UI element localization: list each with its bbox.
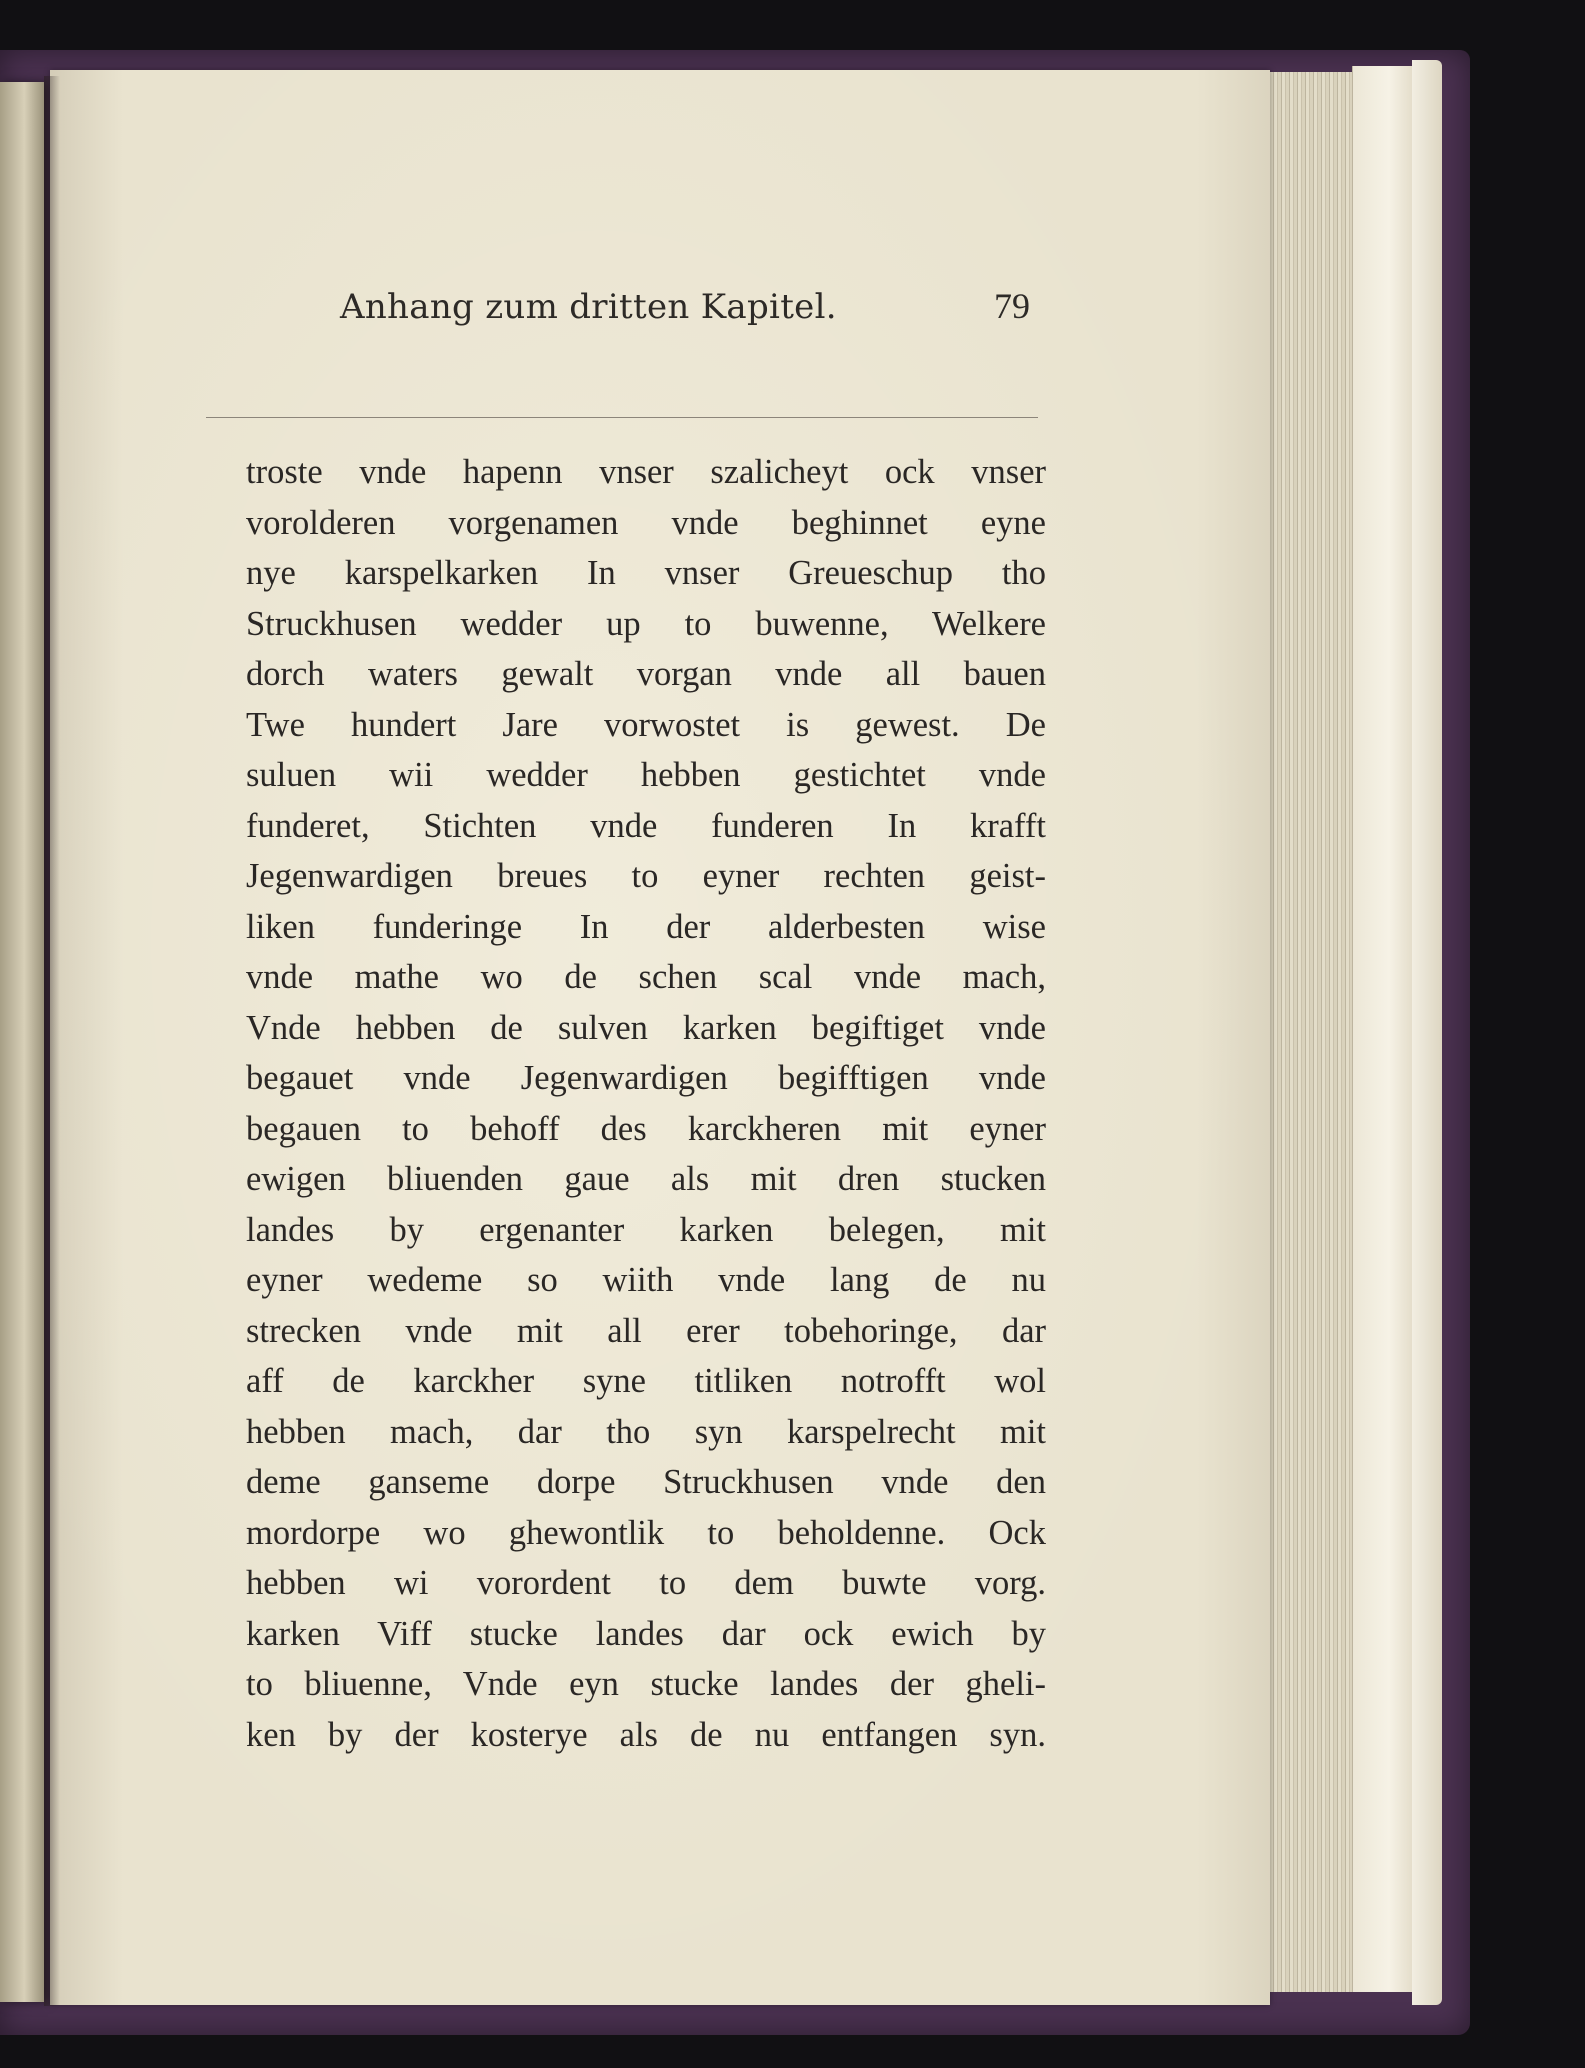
text-line: aff de karckher syne titliken notrofft wol	[246, 1362, 1046, 1400]
text-line: Jegenwardigen breues to eyner rechten geist-	[246, 857, 1046, 895]
text-line: Vnde hebben de sulven karken begiftiget vnde	[246, 1008, 1046, 1047]
header-rule	[206, 417, 1038, 418]
text-line: Twe hundert Jare vorwostet is gewest. De	[246, 705, 1046, 744]
cover-board-edge	[1412, 60, 1442, 2005]
text-line: dorch waters gewalt vorgan vnde all bauen	[246, 655, 1046, 693]
text-line: Struckhusen wedder up to buwenne, Welkere	[246, 604, 1046, 643]
running-head	[340, 285, 1030, 351]
body-text	[246, 447, 1046, 1767]
text-line: nye karspelkarken In vnser Greueschup tho	[246, 554, 1046, 592]
page-stack-edge-light	[1352, 66, 1413, 1992]
text-line: funderet, Stichten vnde funderen In krafft	[246, 806, 1046, 845]
text-line: eyner wedeme so wiith vnde lang de nu	[246, 1261, 1046, 1299]
text-line: ewigen bliuenden gaue als mit dren stucken	[246, 1160, 1046, 1198]
running-title: Anhang zum dritten Kapitel.	[340, 287, 837, 327]
book-page	[50, 70, 1270, 2005]
text-line: troste vnde hapenn vnser szalicheyt ock vnser	[246, 453, 1046, 491]
text-line: strecken vnde mit all erer tobehoringe, dar	[246, 1311, 1046, 1350]
text-line: vnde mathe wo de schen scal vnde mach,	[246, 958, 1046, 996]
gutter-shadow	[44, 76, 60, 2006]
text-line: deme ganseme dorpe Struckhusen vnde den	[246, 1463, 1046, 1501]
text-line: begauet vnde Jegenwardigen begifftigen vnde	[246, 1059, 1046, 1097]
page-number: 79	[994, 286, 1030, 326]
text-line: liken funderinge In der alderbesten wise	[246, 907, 1046, 946]
text-line: mordorpe wo ghewontlik to beholdenne. Ock	[246, 1513, 1046, 1552]
text-line: hebben mach, dar tho syn karspelrecht mit	[246, 1412, 1046, 1451]
text-line: suluen wii wedder hebben gestichtet vnde	[246, 756, 1046, 794]
left-page-edge	[0, 82, 44, 2002]
text-line: begauen to behoff des karckheren mit eyner	[246, 1109, 1046, 1148]
text-line: karken Viff stucke landes dar ock ewich by	[246, 1614, 1046, 1653]
text-line: ken by der kosterye als de nu entfangen syn.	[246, 1715, 1046, 1754]
text-line: landes by ergenanter karken belegen, mit	[246, 1210, 1046, 1249]
text-line: vorolderen vorgenamen vnde beghinnet eyne	[246, 503, 1046, 542]
text-line: hebben wi vorordent to dem buwte vorg.	[246, 1564, 1046, 1602]
text-line: to bliuenne, Vnde eyn stucke landes der gheli-	[246, 1665, 1046, 1703]
